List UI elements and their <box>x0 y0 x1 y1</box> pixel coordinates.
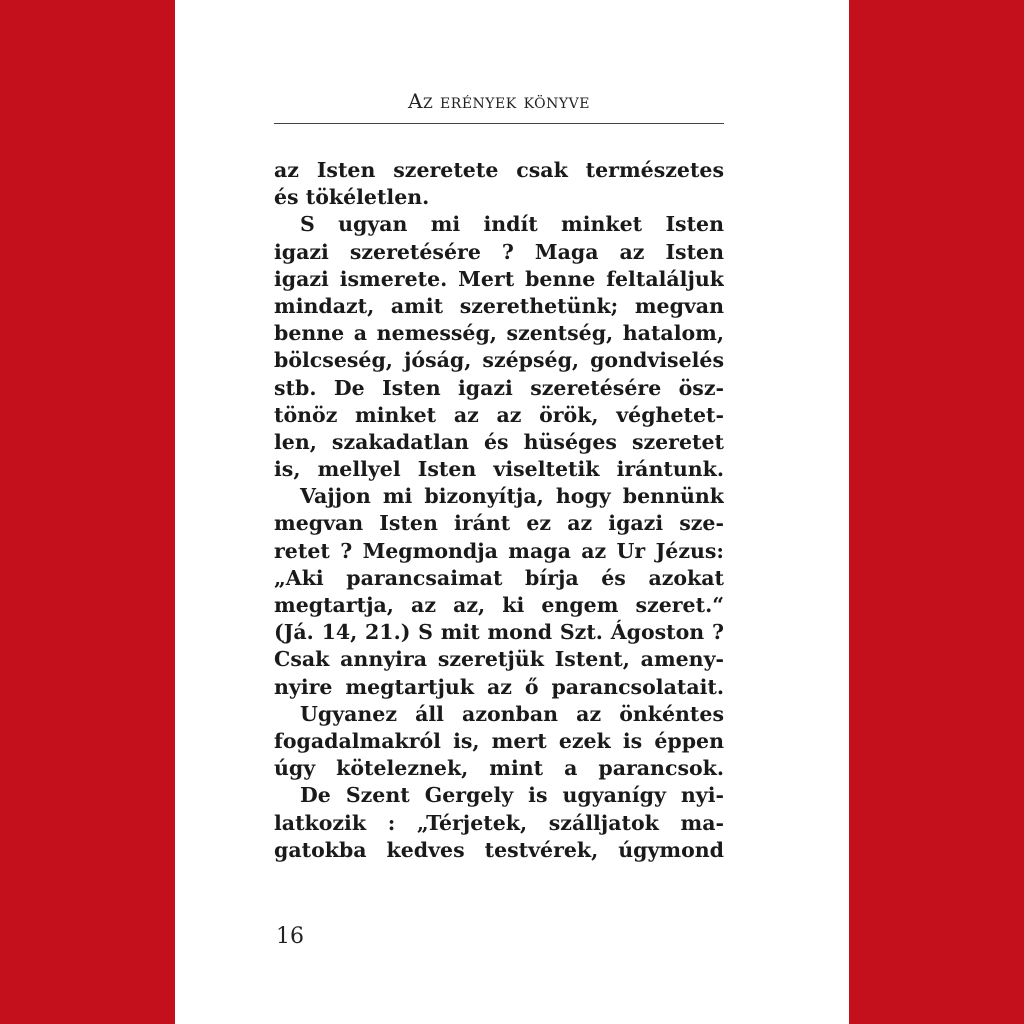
page-number: 16 <box>276 924 304 949</box>
text-line: igazi szeretésére ? Maga az Isten <box>274 239 724 264</box>
text-line: tönöz minket az az örök, véghetet- <box>274 402 724 427</box>
text-line: retet ? Megmondja maga az Ur Jézus: <box>274 538 724 563</box>
text-line: fogadalmakról is, mert ezek is éppen <box>274 728 724 753</box>
text-line: nyire megtartjuk az ő parancsolatait. <box>274 674 724 699</box>
text-line: benne a nemesség, szentség, hatalom, <box>274 321 724 346</box>
text-line: és tökéletlen. <box>274 185 430 210</box>
text-line: úgy köteleznek, mint a parancsok. <box>274 756 724 781</box>
text-line: Csak annyira szeretjük Istent, ameny- <box>274 647 724 672</box>
header-rule <box>274 123 724 124</box>
text-line: De Szent Gergely is ugyanígy nyi- <box>300 783 724 808</box>
text-line: len, szakadatlan és hüséges szeretet <box>274 429 724 454</box>
text-line: is, mellyel Isten viseltetik irántunk. <box>274 457 724 482</box>
text-line: bölcseség, jóság, szépség, gondviselés <box>274 348 724 373</box>
left-red-border <box>0 0 175 1024</box>
body-text <box>274 157 724 864</box>
text-line: Ugyanez áll azonban az önkéntes <box>300 701 724 726</box>
text-line: (Já. 14, 21.) S mit mond Szt. Ágoston ? <box>274 620 724 645</box>
text-line: gatokba kedves testvérek, úgymond <box>274 837 724 862</box>
text-line: mindazt, amit szerethetünk; megvan <box>274 293 724 318</box>
text-line: Vajjon mi bizonyítja, hogy bennünk <box>300 484 724 509</box>
text-line: megvan Isten iránt ez az igazi sze- <box>274 511 724 536</box>
text-line: az Isten szeretete csak természetes <box>274 158 724 182</box>
text-line: igazi ismerete. Mert benne feltaláljuk <box>274 266 724 291</box>
text-line: S ugyan mi indít minket Isten <box>300 212 724 237</box>
text-line: latkozik : „Térjetek, szálljatok ma- <box>274 810 724 835</box>
text-line: „Aki parancsaimat bírja és azokat <box>274 565 724 590</box>
right-red-border <box>849 0 1024 1024</box>
text-line: megtartja, az az, ki engem szeret.“ <box>274 593 724 617</box>
running-head: Az erények könyve <box>408 89 590 113</box>
text-line: stb. De Isten igazi szeretésére ösz- <box>274 375 724 400</box>
